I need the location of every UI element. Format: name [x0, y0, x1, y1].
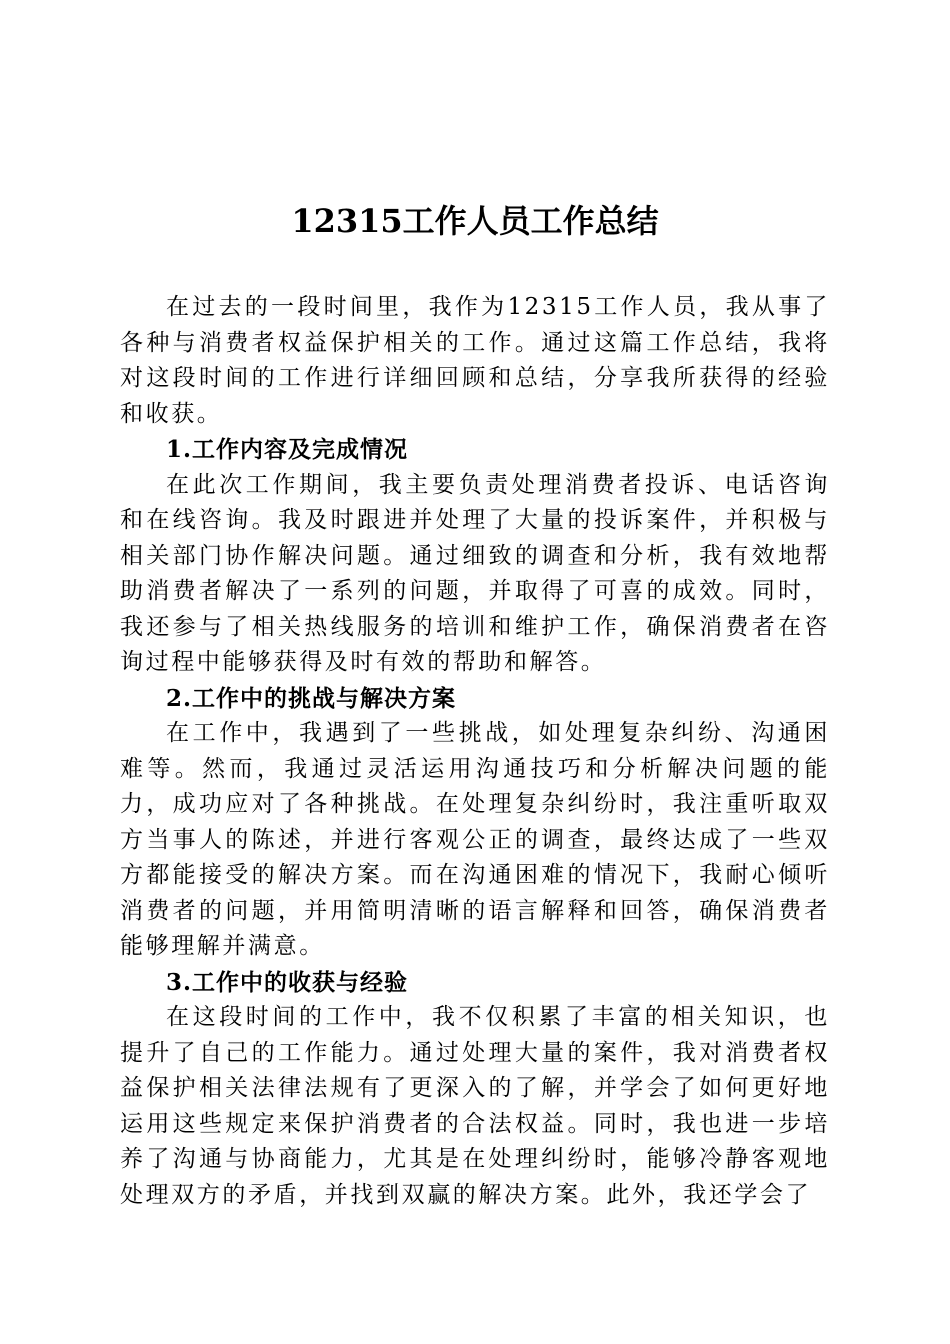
- intro-paragraph: 在过去的一段时间里，我作为12315工作人员，我从事了各种与消费者权益保护相关的工作。通过这篇工作总结，我将对这段时间的工作进行详细回顾和总结，分享我所获得的经验和收获。: [120, 294, 830, 427]
- document-title: 12315工作人员工作总结: [291, 202, 659, 240]
- section-heading: 2.工作中的挑战与解决方案: [166, 684, 457, 712]
- section-paragraph: 在工作中，我遇到了一些挑战，如处理复杂纠纷、沟通困难等。然而，我通过灵活运用沟通技巧和分析解决问题的能力，成功应对了各种挑战。在处理复杂纠纷时，我注重听取双方当事人的陈述，并进行客观公正的调查，最终达成了一些双方都能接受的解决方案。而在沟通困难的情况下，我耐心倾听消费者的问题，并用简明清晰的语言解释和回答，确保消费者能够理解并满意。: [120, 720, 830, 959]
- section-paragraph: 在此次工作期间，我主要负责处理消费者投诉、电话咨询和在线咨询。我及时跟进并处理了大量的投诉案件，并积极与相关部门协作解决问题。通过细致的调查和分析，我有效地帮助消费者解决了一系列的问题，并取得了可喜的成效。同时，我还参与了相关热线服务的培训和维护工作，确保消费者在咨询过程中能够获得及时有效的帮助和解答。: [120, 471, 830, 675]
- section-heading: 1.工作内容及完成情况: [166, 436, 409, 463]
- document-body: [120, 290, 830, 1213]
- section-paragraph: 在这段时间的工作中，我不仅积累了丰富的相关知识，也提升了自己的工作能力。通过处理大量的案件，我对消费者权益保护相关法律法规有了更深入的了解，并学会了如何更好地运用这些规定来保护消费者的合法权益。同时，我也进一步培养了沟通与协商能力，尤其是在处理纠纷时，能够冷静客观地处理双方的矛盾，并找到双赢的解决方案。此外，我还学会了: [120, 1004, 830, 1208]
- section-heading: 3.工作中的收获与经验: [166, 968, 409, 996]
